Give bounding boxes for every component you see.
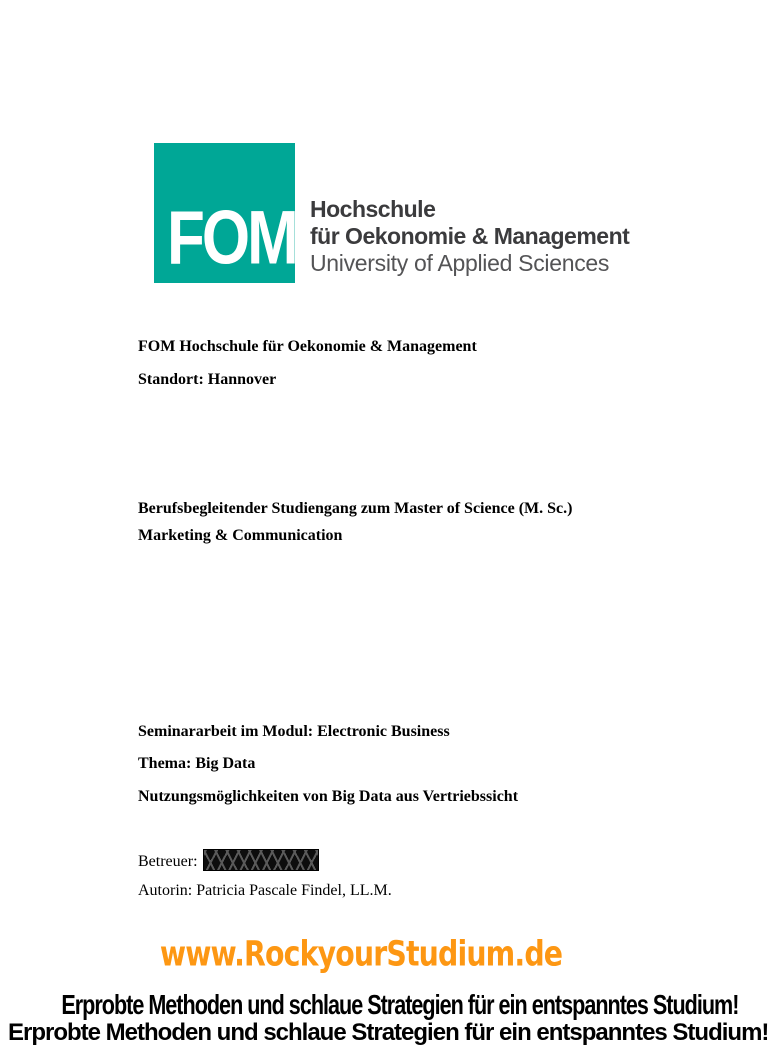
fom-logo-text: FOM xyxy=(167,196,296,281)
author-line: Autorin: Patricia Pascale Findel, LL.M. xyxy=(138,882,392,899)
location-line: Standort: Hannover xyxy=(138,371,277,388)
footer-tagline: Erprobte Methoden und schlaue Strategien für ein entspanntes Studium! xyxy=(61,988,739,1021)
supervisor-line xyxy=(138,850,318,871)
cutoff-text-top: Erprobte Methoden und schlaue Strategien für ein entspanntes Studium! xyxy=(8,1019,768,1046)
subtitle-line: Nutzungsmöglichkeiten von Big Data aus Vertriebssicht xyxy=(138,788,519,805)
logo-line-hochschule: Hochschule xyxy=(310,196,436,222)
seminar-module-line: Seminararbeit im Modul: Electronic Business xyxy=(138,723,450,740)
logo-line-oekonomie-management: für Oekonomie & Management xyxy=(310,223,630,249)
redacted-supervisor-name xyxy=(204,850,318,870)
institution-line: FOM Hochschule für Oekonomie & Management xyxy=(138,338,477,355)
website-link[interactable]: www.RockyourStudium.de xyxy=(159,933,563,974)
logo-line-university: University of Applied Sciences xyxy=(310,250,610,276)
fom-logo-square xyxy=(154,143,295,283)
program-line-2: Marketing & Communication xyxy=(138,527,343,544)
fom-logo-wordmark xyxy=(310,196,629,277)
topic-line: Thema: Big Data xyxy=(138,755,256,772)
program-line-1: Berufsbegleitender Studiengang zum Master of Science (M. Sc.) xyxy=(138,500,573,517)
supervisor-label: Betreuer: xyxy=(138,853,198,870)
cutoff-text-strip xyxy=(8,1019,768,1046)
